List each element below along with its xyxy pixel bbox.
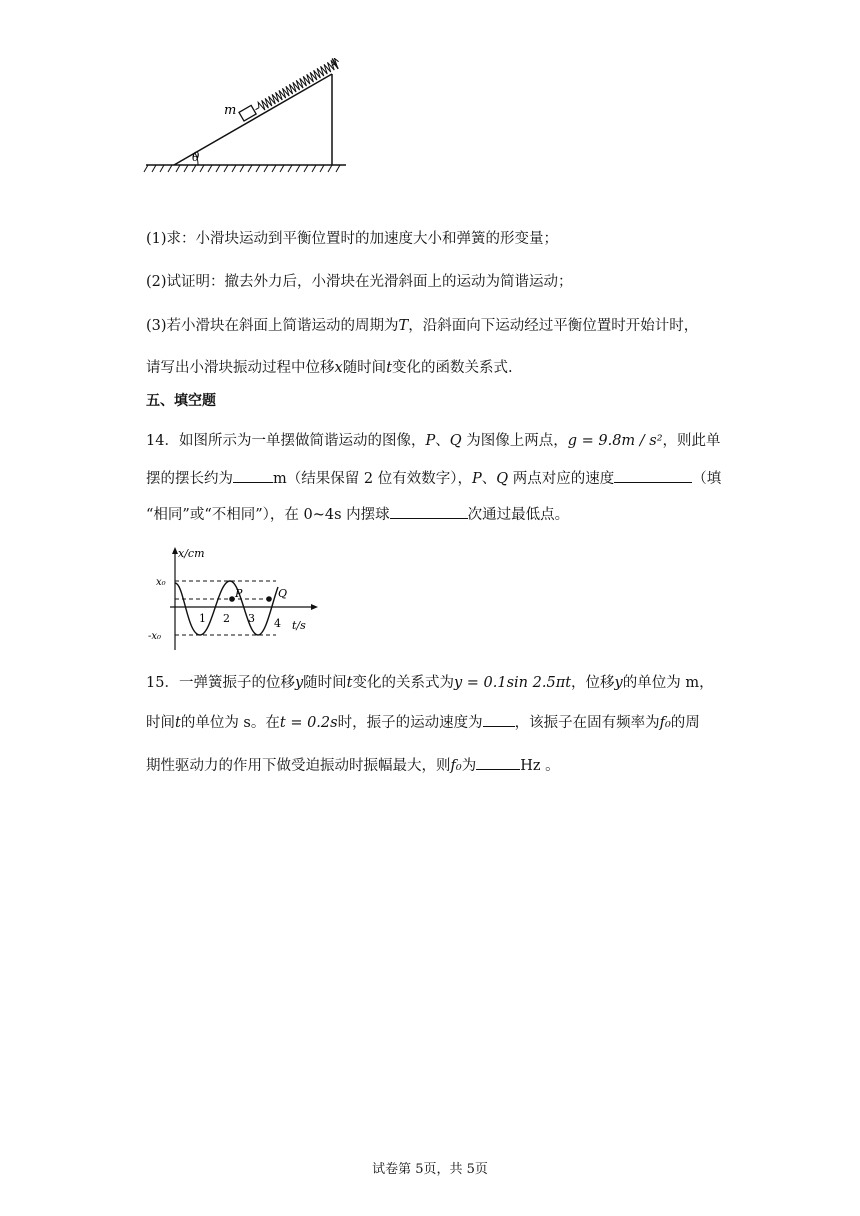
q13-part2: (2)试证明：撤去外力后，小滑块在光滑斜面上的运动为简谐运动； — [146, 274, 573, 290]
answer-blank[interactable] — [390, 504, 468, 519]
mass-label: m — [224, 103, 237, 118]
page-footer: 试卷第 5页，共 5页 — [372, 1162, 488, 1177]
tick-label: 4 — [274, 617, 281, 630]
y-neg-label: -x₀ — [148, 631, 162, 642]
q13-part3-line1: (3)若小滑块在斜面上简谐运动的周期为T，沿斜面向下运动经过平衡位置时开始计时， — [146, 318, 699, 334]
q15-line1: 15．一弹簧振子的位移y随时间t变化的关系式为y = 0.1sin 2.5πt，位移y的单位为 m， — [146, 675, 714, 691]
x-axis-label: t/s — [292, 619, 306, 632]
answer-blank[interactable] — [483, 712, 515, 727]
q13-part1: (1)求：小滑块运动到平衡位置时的加速度大小和弹簧的形变量； — [146, 231, 559, 247]
tick-label: 2 — [223, 612, 230, 625]
q14-line2: 摆的摆长约为 m（结果保留 2 位有效数字），P、Q 两点对应的速度 （填 — [146, 467, 721, 488]
tick-label: 3 — [248, 612, 255, 625]
q15-line3: 期性驱动力的作用下做受迫振动时振幅最大，则f₀为 Hz 。 — [146, 754, 560, 775]
y-pos-label: x₀ — [156, 577, 166, 588]
angle-label: θ — [192, 150, 200, 164]
q14-line1: 14．如图所示为一单摆做简谐运动的图像，P、Q 为图像上两点，g = 9.8m / s²，则此单 — [146, 433, 721, 449]
oscillation-graph — [142, 543, 322, 655]
incline-spring-figure — [140, 58, 360, 178]
y-axis-label: x/cm — [178, 547, 205, 560]
answer-blank[interactable] — [614, 468, 692, 483]
section-title: 五、填空题 — [146, 393, 216, 409]
q13-part3-line2: 请写出小滑块振动过程中位移x随时间t变化的函数关系式. — [146, 360, 513, 376]
point-q-label: Q — [278, 587, 288, 600]
tick-label: 1 — [199, 612, 206, 625]
q15-line2: 时间t的单位为 s。在t = 0.2s时，振子的运动速度为 ，该振子在固有频率为f₀的周 — [146, 711, 700, 732]
q14-line3: “相同”或“不相同”），在 0~4s 内摆球 次通过最低点。 — [146, 503, 569, 524]
answer-blank[interactable] — [233, 468, 273, 483]
answer-blank[interactable] — [476, 755, 520, 770]
point-p-label: P — [235, 587, 243, 600]
